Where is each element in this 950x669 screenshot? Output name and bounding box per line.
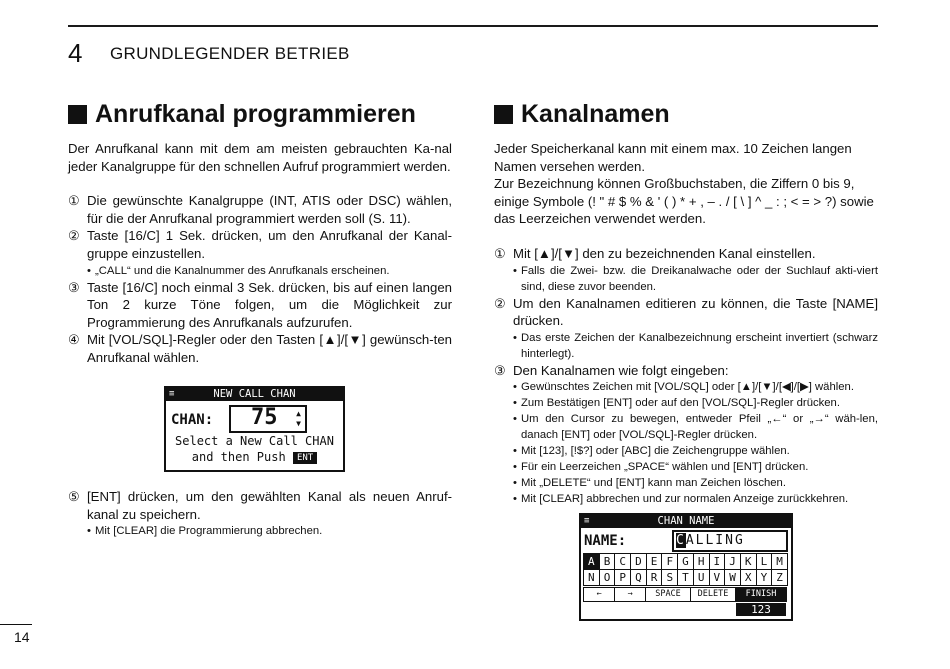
delete-key: DELETE <box>690 587 736 602</box>
chan-label: CHAN: <box>171 412 214 428</box>
page-number-rule <box>0 624 32 625</box>
step-number: ② <box>68 228 80 244</box>
char-key: A <box>583 553 600 570</box>
char-key: S <box>661 569 678 586</box>
up-down-arrows-icon: ▲ ▼ <box>296 409 301 428</box>
step-number: ① <box>68 193 80 209</box>
right-step-3-note-3: • Um den Cursor zu bewegen, entweder Pfeil „←“ or „→“ wäh-len, danach [ENT] oder [VOL/SQL]-Regler drücken. <box>513 413 878 442</box>
char-group-indicator: 123 <box>736 603 786 616</box>
step-text: Die gewünschte Kanalgruppe (INT, ATIS oder DSC) wählen, für die der Anrufkanal programmiert werden soll (S. 11). <box>87 193 452 226</box>
chapter-number: 4 <box>68 38 83 68</box>
right-arrow-icon: → <box>614 587 646 602</box>
right-step-3-note-2: • Zum Bestätigen [ENT] oder auf den [VOL/SQL]-Regler drücken. <box>513 397 840 410</box>
char-row-2 <box>584 570 788 586</box>
chan-value-box <box>229 405 307 433</box>
char-key: R <box>646 569 663 586</box>
right-step-3-note-4: • Mit [123], [!$?] oder [ABC] die Zeichengruppe wählen. <box>513 445 790 458</box>
square-bullet-icon <box>68 105 87 124</box>
right-intro-2: Zur Bezeichnung können Großbuchstaben, die Ziffern 0 bis 9, einige Symbole (! " # $ % & ' ( ) * + , – . / [ \ ] ^ _ : ; < = > ?) sowie das Leerzeichen verwendet werden. <box>494 176 874 227</box>
lcd-title-bar <box>581 515 791 528</box>
char-grid <box>584 554 788 586</box>
char-key: O <box>599 569 616 586</box>
char-key: C <box>614 553 631 570</box>
lcd-chan-name <box>579 513 793 621</box>
char-key: W <box>724 569 741 586</box>
char-key: M <box>771 553 788 570</box>
step-text: Taste [16/C] noch einmal 3 Sek. drücken, bis auf einen langen Ton 2 kurze Töne folgen, um die Möglichkeit zur Programmierung des Anrufkanals aufzurufen. <box>87 279 452 330</box>
char-key: E <box>646 553 663 570</box>
char-key: G <box>677 553 694 570</box>
step-text: Taste [16/C] 1 Sek. drücken, um den Anrufkanal der Kanal-gruppe einzustellen. <box>87 228 452 261</box>
right-column <box>494 140 878 507</box>
right-step-3-note-7: • Mit [CLEAR] abbrechen und zur normalen Anzeige zurückkehren. <box>513 493 849 506</box>
right-step-3-note-5: • Für ein Leerzeichen „SPACE“ wählen und [ENT] drücken. <box>513 461 809 474</box>
right-step-3-note-1: • Gewünschtes Zeichen mit [VOL/SQL] oder [▲]/[▼]/[◀]/[▶] wählen. <box>513 381 854 394</box>
section-title-anrufkanal <box>68 100 416 129</box>
step-text: [ENT] drücken, um den gewählten Kanal als neuen Anruf-kanal zu speichern. <box>87 489 452 522</box>
char-key: H <box>693 553 710 570</box>
page-number: 14 <box>14 629 30 645</box>
char-key: V <box>709 569 726 586</box>
chan-value: 75 <box>251 405 278 430</box>
step-number: ③ <box>68 279 80 295</box>
section-title-text: Kanalnamen <box>521 100 670 128</box>
left-step-1 <box>68 192 452 227</box>
right-step-1-note: • Falls die Zwei- bzw. die Dreikanalwache oder der Suchlauf akti-viert sind, diese zuvor beenden. <box>513 264 878 293</box>
char-key: L <box>756 553 773 570</box>
menu-icon: ≡ <box>169 389 175 399</box>
ent-key-icon: ENT <box>293 452 317 464</box>
left-step-5 <box>68 488 452 523</box>
char-key: Y <box>756 569 773 586</box>
char-key: K <box>740 553 757 570</box>
char-key: X <box>740 569 757 586</box>
header-rule <box>68 25 878 27</box>
lcd-title-bar <box>166 388 343 401</box>
left-step-2-note: • „CALL“ und die Kanalnummer des Anrufkanals erscheinen. <box>87 264 390 277</box>
char-key: Z <box>771 569 788 586</box>
char-key: D <box>630 553 647 570</box>
left-column <box>68 140 452 367</box>
right-step-1: ① Mit [▲]/[▼] den zu bezeichnenden Kanal einstellen. <box>494 245 816 261</box>
char-key: B <box>599 553 616 570</box>
right-step-3: ③ Den Kanalnamen wie folgt eingeben: <box>494 362 729 378</box>
name-field <box>672 530 788 552</box>
step-number: ⑤ <box>68 489 80 504</box>
step-text: Mit [VOL/SQL]-Regler oder den Tasten [▲]/[▼] gewünsch-ten Anrufkanal wählen. <box>87 332 452 365</box>
left-step-4 <box>68 331 452 366</box>
left-intro: Der Anrufkanal kann mit dem am meisten gebrauchten Ka-nal jeder Kanalgruppe für den schnellen Aufruf programmiert werden. <box>68 141 452 174</box>
right-step-2-note: • Das erste Zeichen der Kanalbezeichnung erscheint invertiert (schwarz hinterlegt). <box>513 331 878 360</box>
char-key: T <box>677 569 694 586</box>
section-title-kanalnamen <box>494 100 670 129</box>
space-key: SPACE <box>645 587 691 602</box>
char-key: F <box>661 553 678 570</box>
right-step-2: ② Um den Kanalnamen editieren zu können, die Taste [NAME] drücken. <box>494 295 878 329</box>
finish-key: FINISH <box>735 587 787 602</box>
chapter-title: GRUNDLEGENDER BETRIEB <box>110 44 350 63</box>
left-step-3 <box>68 279 452 332</box>
lcd-title: CHAN NAME <box>657 515 715 527</box>
lcd-button-row <box>584 587 788 602</box>
lcd-instruction-line2: and then Push ENT <box>166 450 343 464</box>
right-intro-1: Jeder Speicherkanal kann mit einem max. 10 Zeichen langen Namen versehen werden. <box>494 141 852 174</box>
left-step-2 <box>68 227 452 262</box>
char-key: U <box>693 569 710 586</box>
char-key: N <box>583 569 600 586</box>
left-step-5-note: • Mit [CLEAR] die Programmierung abbrechen. <box>87 525 323 538</box>
section-title-text: Anrufkanal programmieren <box>95 100 416 128</box>
name-rest: ALLING <box>685 533 745 548</box>
lcd-new-call-chan <box>164 386 345 472</box>
lcd-instruction-line1: Select a New Call CHAN <box>175 434 334 448</box>
name-label: NAME: <box>584 533 627 549</box>
left-column-step5 <box>68 488 452 539</box>
char-key: I <box>709 553 726 570</box>
name-cursor-char: C <box>676 533 686 548</box>
char-row-1 <box>584 554 788 570</box>
right-step-3-note-6: • Mit „DELETE“ und [ENT] kann man Zeichen löschen. <box>513 477 786 490</box>
char-key: J <box>724 553 741 570</box>
char-key: P <box>614 569 631 586</box>
char-key: Q <box>630 569 647 586</box>
left-arrow-icon: ← <box>583 587 615 602</box>
step-number: ④ <box>68 332 80 348</box>
square-bullet-icon <box>494 105 513 124</box>
lcd-title: NEW CALL CHAN <box>213 388 296 400</box>
menu-icon: ≡ <box>584 516 590 526</box>
